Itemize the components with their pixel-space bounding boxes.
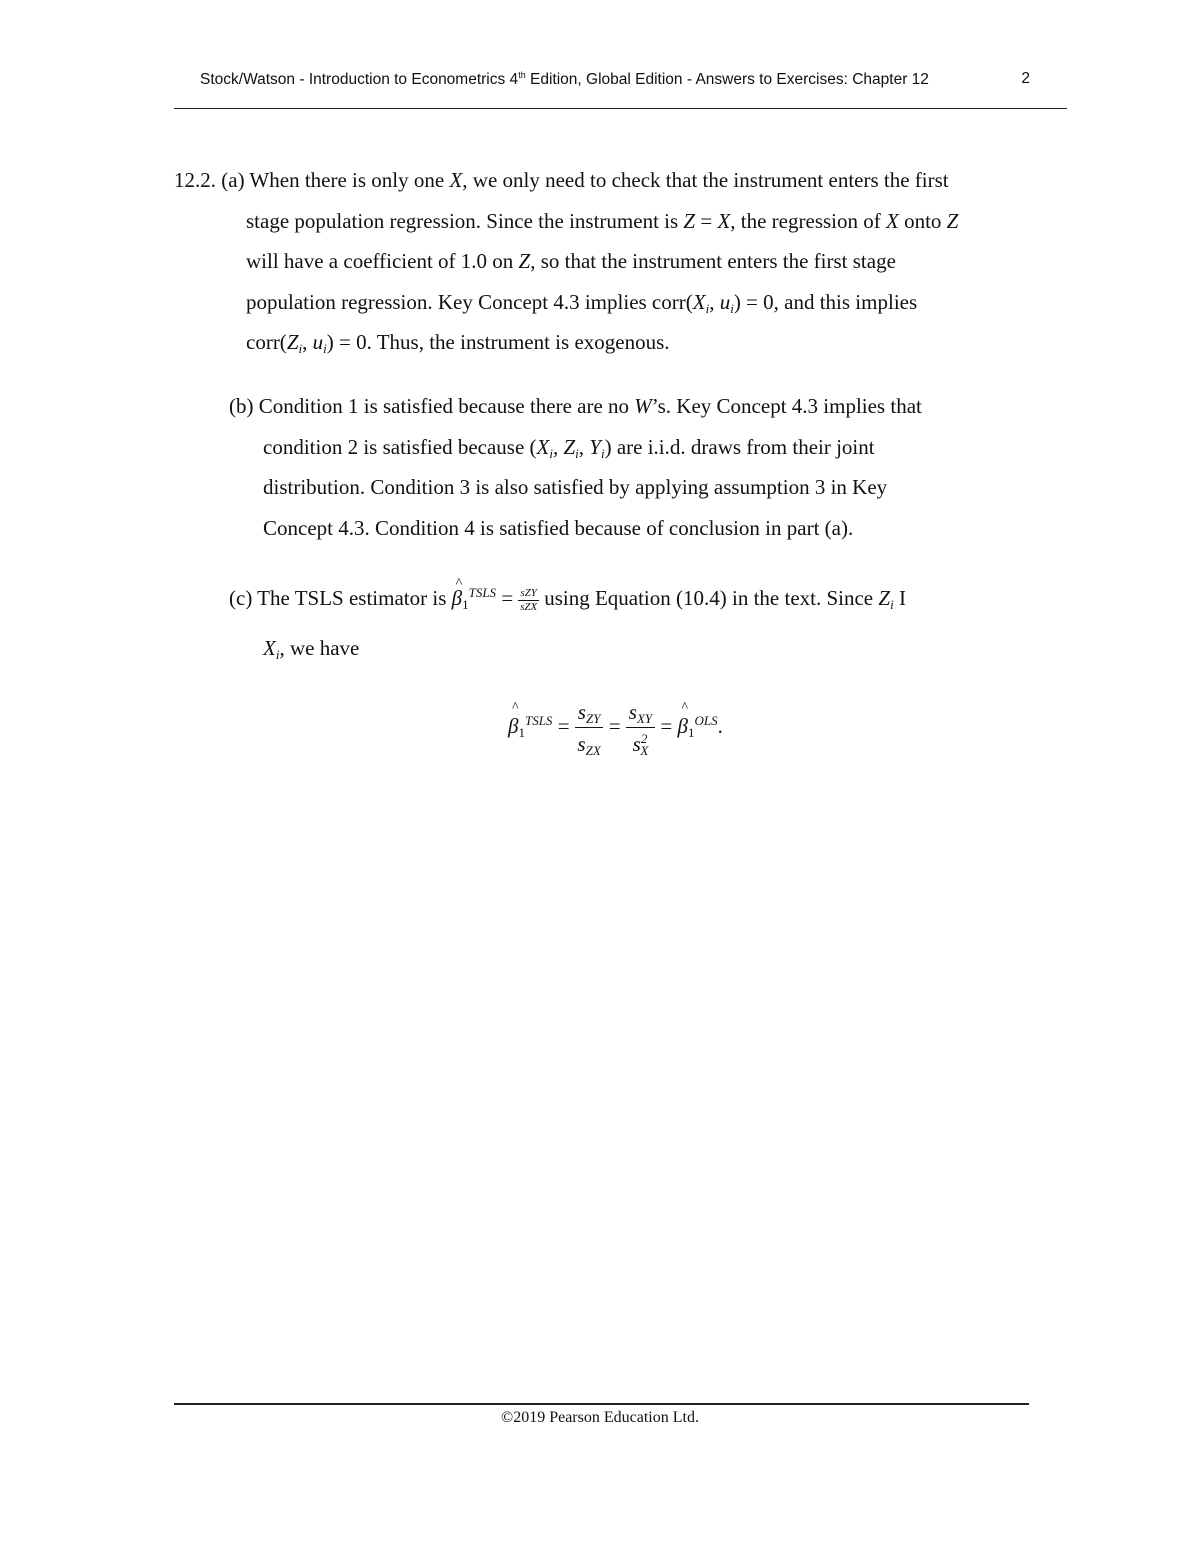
display-equation: ^ $\beta_1^{TSLS}$ = $\frac{s_{ZY}}{s_{ZX}}$ = $\frac{s_{XY}}{s^2_X}$ = ^ $\beta_1^{OLS}$. (508, 700, 723, 756)
copyright-footer: ©2019 Pearson Education Ltd. (501, 1409, 699, 1426)
running-header (200, 70, 1030, 94)
beta-hat-symbol: ^ β (677, 714, 687, 739)
fraction-szy-over-szx: $\frac{s_{ZY}}{s_{ZX}}$ (575, 700, 604, 756)
beta-hat-symbol: ^ β (508, 714, 518, 739)
header-title: Stock/Watson - Introduction to Econometrics 4th Edition, Global Edition - Answers to Exercises: Chapter 12 (200, 70, 929, 89)
header-divider (174, 108, 1067, 109)
beta-hat-symbol: ^ β (452, 576, 462, 620)
footer-divider (174, 1403, 1029, 1405)
inline-fraction: $\frac{\text{sZY}}{\text{sZX}}$ (520, 586, 538, 613)
answer-part-b: (b) Condition 1 is satisfied because there are no W’s. Key Concept 4.3 implies that condition 2 is satisfied because ($X_i$, $Z_i$, $Y_i$) are i.i.d. draws from their joint distribution. Condition 3 is also satisfied by applying assumption 3 in Key Concept 4.3. Condition 4 is satisfied because of conclusion in part (a). (229, 394, 922, 540)
answer-part-a: 12.2. (a) When there is only one X, we only need to check that the instrument enters the first stage population regression. Since the instrument is Z = X, the regression of X onto Z will have a coefficient of 1.0 on Z, so that the instrument enters the first stage population regression. Key Concept 4.3 implies $corr(X_i$, $u_i) = 0$, and this implies $corr(Z_i$, $u_i) = 0$. Thus, the instrument is exogenous. (174, 168, 959, 356)
page-number: 2 (1021, 70, 1030, 87)
answer-part-c: (c) The TSLS estimator is ^ $\beta_1^{TSLS}$ = $\frac{\text{sZY}}{\text{sZX}}$ using Equation (10.4) in the text. Since $Z_i$ I $X_i$, we have (229, 576, 906, 669)
fraction-sxy-over-sx2: $\frac{s_{XY}}{s^2_X}$ (626, 700, 655, 756)
